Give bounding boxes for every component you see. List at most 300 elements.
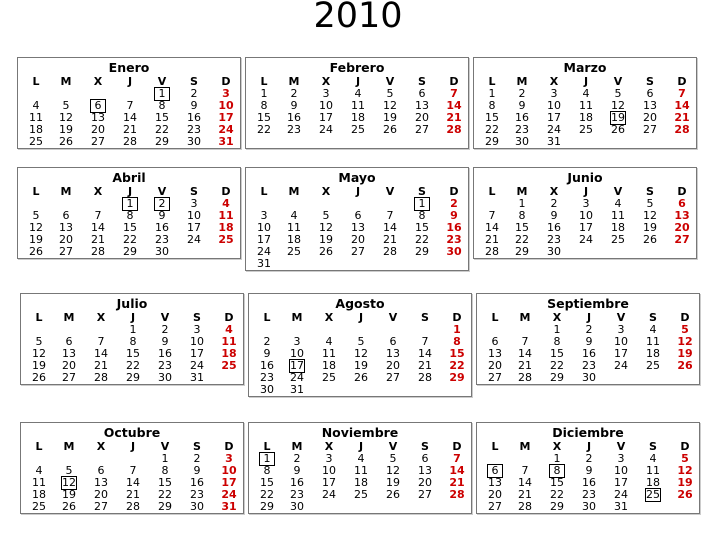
day-cell: 18 — [29, 123, 43, 136]
day-cell: 15 — [415, 221, 429, 234]
weekday-header: J — [586, 440, 592, 453]
day-cell: 1 — [518, 197, 526, 210]
day-cell: 10 — [218, 99, 234, 112]
weekday-header: M — [60, 75, 72, 88]
day-cell: 5 — [357, 335, 365, 348]
weekday-header: D — [452, 311, 462, 324]
day-cell: 20 — [91, 123, 105, 136]
weekday-header: L — [263, 440, 271, 453]
day-cell: 24 — [319, 123, 333, 136]
day-cell: 17 — [614, 476, 628, 489]
day-cell: 23 — [158, 359, 172, 372]
day-cell: 26 — [677, 359, 693, 372]
weekday-header: D — [680, 311, 690, 324]
day-cell: 15 — [515, 221, 529, 234]
day-cell: 24 — [290, 371, 304, 384]
day-cell: 13 — [62, 347, 76, 360]
day-cell: 27 — [643, 123, 657, 136]
day-cell: 23 — [260, 371, 274, 384]
weekday-header: V — [157, 185, 167, 198]
day-cell: 3 — [190, 197, 198, 210]
month-name: Noviembre — [321, 425, 399, 440]
day-cell: 7 — [97, 335, 105, 348]
day-cell: 27 — [59, 245, 73, 258]
day-cell: 5 — [322, 209, 330, 222]
weekday-header: D — [449, 75, 459, 88]
weekday-header: J — [583, 75, 589, 88]
day-cell: 22 — [257, 123, 271, 136]
weekday-header: V — [160, 440, 170, 453]
day-cell: 1 — [260, 87, 268, 100]
day-cell: 25 — [29, 135, 43, 148]
day-cell: 6 — [646, 87, 654, 100]
day-cell: 16 — [260, 359, 274, 372]
day-cell: 15 — [158, 476, 172, 489]
day-cell: 30 — [446, 245, 462, 258]
day-cell: 16 — [290, 476, 304, 489]
day-cell: 30 — [158, 371, 172, 384]
day-cell: 10 — [547, 99, 561, 112]
day-cell: 21 — [91, 233, 105, 246]
day-cell: 18 — [646, 347, 660, 360]
weekday-header: D — [452, 440, 462, 453]
day-cell: 13 — [386, 347, 400, 360]
weekday-header: X — [549, 185, 559, 198]
day-cell: 3 — [617, 323, 625, 336]
day-cell: 23 — [155, 233, 169, 246]
day-cell: 26 — [319, 245, 333, 258]
day-cell: 8 — [453, 335, 461, 348]
weekday-header: D — [677, 75, 687, 88]
month-name: Septiembre — [547, 296, 629, 311]
day-cell: 12 — [59, 111, 73, 124]
day-cell: 14 — [418, 347, 432, 360]
day-cell: 2 — [263, 335, 271, 348]
day-cell: 21 — [674, 111, 690, 124]
day-cell: 14 — [449, 464, 465, 477]
day-cell: 29 — [485, 135, 499, 148]
day-cell: 11 — [322, 347, 336, 360]
day-cell: 29 — [550, 371, 564, 384]
day-cell: 16 — [187, 111, 201, 124]
weekday-header: V — [160, 311, 170, 324]
day-cell: 15 — [126, 347, 140, 360]
day-cell: 22 — [158, 488, 172, 501]
weekday-header: X — [96, 311, 106, 324]
day-cell: 7 — [488, 209, 496, 222]
day-cell: 13 — [643, 99, 657, 112]
month-name: Octubre — [103, 425, 161, 440]
day-cell: 2 — [147, 198, 177, 210]
weekday-header: M — [516, 185, 528, 198]
day-cell: 6 — [480, 465, 510, 477]
day-cell: 15 — [550, 476, 564, 489]
day-cell: 10 — [257, 221, 271, 234]
day-cell: 20 — [488, 488, 502, 501]
day-cell: 17 — [282, 360, 312, 372]
day-cell: 28 — [518, 371, 532, 384]
day-cell: 29 — [449, 371, 465, 384]
weekday-header: L — [35, 311, 43, 324]
day-cell: 2 — [193, 452, 201, 465]
day-cell: 15 — [123, 221, 137, 234]
day-cell: 3 — [193, 323, 201, 336]
day-cell: 20 — [643, 111, 657, 124]
day-cell: 17 — [319, 111, 333, 124]
day-cell: 3 — [617, 452, 625, 465]
day-cell: 15 — [485, 111, 499, 124]
day-cell: 19 — [29, 233, 43, 246]
day-cell: 4 — [35, 464, 43, 477]
day-cell: 11 — [351, 99, 365, 112]
month-abril — [17, 167, 241, 259]
weekday-header: S — [418, 185, 426, 198]
month-name: Febrero — [329, 60, 385, 75]
day-cell: 9 — [290, 99, 298, 112]
day-cell: 31 — [614, 500, 628, 513]
day-cell: 9 — [450, 209, 458, 222]
weekday-header: D — [224, 440, 234, 453]
day-cell: 26 — [611, 123, 625, 136]
day-cell: 26 — [29, 245, 43, 258]
day-cell: 12 — [677, 335, 693, 348]
day-cell: 19 — [383, 111, 397, 124]
day-cell: 2 — [550, 197, 558, 210]
day-cell: 12 — [32, 347, 46, 360]
weekday-header: X — [549, 75, 559, 88]
weekday-header: J — [586, 311, 592, 324]
day-cell: 30 — [582, 500, 596, 513]
day-cell: 21 — [518, 488, 532, 501]
day-cell: 20 — [62, 359, 76, 372]
day-cell: 24 — [547, 123, 561, 136]
day-cell: 28 — [418, 371, 432, 384]
day-cell: 4 — [222, 197, 230, 210]
day-cell: 10 — [187, 209, 201, 222]
day-cell: 24 — [190, 359, 204, 372]
weekday-header: V — [388, 311, 398, 324]
weekday-header: V — [613, 75, 623, 88]
weekday-header: X — [93, 185, 103, 198]
day-cell: 5 — [681, 452, 689, 465]
weekday-header: S — [193, 440, 201, 453]
day-cell: 13 — [488, 476, 502, 489]
day-cell: 19 — [677, 347, 693, 360]
weekday-header: S — [193, 311, 201, 324]
day-cell: 27 — [62, 371, 76, 384]
day-cell: 14 — [674, 99, 690, 112]
day-cell: 23 — [446, 233, 462, 246]
day-cell: 31 — [221, 500, 237, 513]
day-cell: 20 — [59, 233, 73, 246]
day-cell: 7 — [521, 464, 529, 477]
day-cell: 25 — [32, 500, 46, 513]
day-cell: 28 — [94, 371, 108, 384]
month-febrero — [245, 57, 469, 149]
day-cell: 16 — [158, 347, 172, 360]
day-cell: 20 — [351, 233, 365, 246]
day-cell: 11 — [32, 476, 46, 489]
day-cell: 7 — [129, 464, 137, 477]
day-cell: 1 — [407, 198, 437, 210]
day-cell: 14 — [123, 111, 137, 124]
day-cell: 23 — [547, 233, 561, 246]
day-cell: 26 — [386, 488, 400, 501]
weekday-header: X — [552, 440, 562, 453]
day-cell: 24 — [614, 359, 628, 372]
day-cell: 21 — [126, 488, 140, 501]
day-cell: 19 — [677, 476, 693, 489]
day-cell: 6 — [354, 209, 362, 222]
day-cell: 12 — [643, 209, 657, 222]
weekday-header: V — [616, 311, 626, 324]
day-cell: 5 — [62, 99, 70, 112]
day-cell: 17 — [187, 221, 201, 234]
month-octubre — [20, 422, 244, 514]
weekday-header: X — [321, 75, 331, 88]
weekday-header: D — [449, 185, 459, 198]
weekday-header: S — [646, 185, 654, 198]
day-cell: 11 — [611, 209, 625, 222]
day-cell: 7 — [94, 209, 102, 222]
day-cell: 25 — [579, 123, 593, 136]
day-cell: 3 — [260, 209, 268, 222]
day-cell: 17 — [579, 221, 593, 234]
month-junio — [473, 167, 697, 259]
day-cell: 8 — [553, 335, 561, 348]
month-name: Julio — [116, 296, 148, 311]
day-cell: 14 — [446, 99, 462, 112]
day-cell: 2 — [290, 87, 298, 100]
weekday-header: V — [157, 75, 167, 88]
day-cell: 29 — [415, 245, 429, 258]
day-cell: 16 — [515, 111, 529, 124]
day-cell: 25 — [638, 489, 668, 501]
month-julio — [20, 293, 244, 385]
day-cell: 1 — [488, 87, 496, 100]
day-cell: 3 — [322, 87, 330, 100]
weekday-header: V — [385, 185, 395, 198]
day-cell: 11 — [218, 209, 234, 222]
weekday-header: V — [616, 440, 626, 453]
day-cell: 28 — [126, 500, 140, 513]
weekday-header: J — [583, 185, 589, 198]
year-title: 2010 — [313, 0, 403, 36]
day-cell: 21 — [485, 233, 499, 246]
day-cell: 6 — [97, 464, 105, 477]
day-cell: 12 — [383, 99, 397, 112]
weekday-header: M — [288, 185, 300, 198]
day-cell: 20 — [674, 221, 690, 234]
weekday-header: M — [60, 185, 72, 198]
day-cell: 5 — [646, 197, 654, 210]
weekday-header: V — [385, 75, 395, 88]
weekday-header: M — [519, 311, 531, 324]
day-cell: 21 — [383, 233, 397, 246]
day-cell: 28 — [91, 245, 105, 258]
day-cell: 11 — [646, 335, 660, 348]
day-cell: 21 — [449, 476, 465, 489]
day-cell: 14 — [94, 347, 108, 360]
weekday-header: D — [680, 440, 690, 453]
day-cell: 18 — [322, 359, 336, 372]
day-cell: 10 — [221, 464, 237, 477]
month-name: Mayo — [338, 170, 376, 185]
day-cell: 21 — [123, 123, 137, 136]
day-cell: 3 — [222, 87, 230, 100]
day-cell: 14 — [518, 347, 532, 360]
day-cell: 7 — [453, 452, 461, 465]
day-cell: 28 — [674, 123, 690, 136]
weekday-header: M — [291, 440, 303, 453]
day-cell: 27 — [418, 488, 432, 501]
day-cell: 30 — [515, 135, 529, 148]
weekday-header: J — [130, 311, 136, 324]
day-cell: 11 — [646, 464, 660, 477]
month-name: Diciembre — [552, 425, 624, 440]
day-cell: 18 — [354, 476, 368, 489]
day-cell: 4 — [225, 323, 233, 336]
day-cell: 4 — [649, 452, 657, 465]
day-cell: 25 — [287, 245, 301, 258]
day-cell: 13 — [94, 476, 108, 489]
day-cell: 14 — [383, 221, 397, 234]
day-cell: 29 — [123, 245, 137, 258]
day-cell: 2 — [450, 197, 458, 210]
day-cell: 8 — [161, 464, 169, 477]
day-cell: 6 — [678, 197, 686, 210]
weekday-header: M — [288, 75, 300, 88]
month-noviembre — [248, 422, 472, 514]
day-cell: 1 — [129, 323, 137, 336]
day-cell: 21 — [518, 359, 532, 372]
day-cell: 5 — [389, 452, 397, 465]
day-cell: 5 — [32, 209, 40, 222]
day-cell: 8 — [126, 209, 134, 222]
weekday-header: J — [127, 185, 133, 198]
day-cell: 1 — [115, 198, 145, 210]
month-name: Agosto — [335, 296, 385, 311]
weekday-header: D — [677, 185, 687, 198]
day-cell: 3 — [225, 452, 233, 465]
day-cell: 1 — [553, 452, 561, 465]
day-cell: 3 — [293, 335, 301, 348]
day-cell: 16 — [582, 476, 596, 489]
day-cell: 5 — [681, 323, 689, 336]
day-cell: 6 — [83, 100, 113, 112]
day-cell: 30 — [260, 383, 274, 396]
day-cell: 14 — [126, 476, 140, 489]
day-cell: 4 — [354, 87, 362, 100]
day-cell: 11 — [287, 221, 301, 234]
day-cell: 28 — [449, 488, 465, 501]
day-cell: 30 — [547, 245, 561, 258]
day-cell: 24 — [187, 233, 201, 246]
day-cell: 22 — [449, 359, 465, 372]
day-cell: 11 — [579, 99, 593, 112]
weekday-header: L — [32, 185, 40, 198]
day-cell: 17 — [547, 111, 561, 124]
month-name: Abril — [112, 170, 146, 185]
day-cell: 4 — [649, 323, 657, 336]
day-cell: 7 — [450, 87, 458, 100]
day-cell: 29 — [158, 500, 172, 513]
day-cell: 27 — [91, 135, 105, 148]
day-cell: 9 — [193, 464, 201, 477]
day-cell: 25 — [322, 371, 336, 384]
day-cell: 3 — [550, 87, 558, 100]
day-cell: 8 — [542, 465, 572, 477]
day-cell: 14 — [91, 221, 105, 234]
weekday-header: D — [224, 311, 234, 324]
day-cell: 4 — [32, 99, 40, 112]
day-cell: 21 — [418, 359, 432, 372]
day-cell: 15 — [155, 111, 169, 124]
day-cell: 12 — [611, 99, 625, 112]
month-agosto — [248, 293, 472, 397]
day-cell: 31 — [257, 257, 271, 270]
weekday-header: J — [358, 311, 364, 324]
day-cell: 16 — [190, 476, 204, 489]
day-cell: 13 — [488, 347, 502, 360]
day-cell: 28 — [123, 135, 137, 148]
day-cell: 22 — [550, 359, 564, 372]
day-cell: 23 — [515, 123, 529, 136]
day-cell: 23 — [582, 359, 596, 372]
day-cell: 30 — [290, 500, 304, 513]
day-cell: 13 — [674, 209, 690, 222]
weekday-header: L — [35, 440, 43, 453]
day-cell: 27 — [386, 371, 400, 384]
day-cell: 27 — [488, 371, 502, 384]
day-cell: 7 — [678, 87, 686, 100]
weekday-header: L — [260, 75, 268, 88]
weekday-header: S — [418, 75, 426, 88]
month-name: Marzo — [563, 60, 607, 75]
day-cell: 31 — [218, 135, 234, 148]
day-cell: 18 — [287, 233, 301, 246]
weekday-header: L — [488, 75, 496, 88]
month-septiembre — [476, 293, 700, 385]
day-cell: 18 — [579, 111, 593, 124]
day-cell: 5 — [65, 464, 73, 477]
day-cell: 20 — [488, 359, 502, 372]
weekday-header: D — [221, 75, 231, 88]
day-cell: 17 — [614, 347, 628, 360]
weekday-header: L — [488, 185, 496, 198]
day-cell: 9 — [161, 335, 169, 348]
day-cell: 10 — [319, 99, 333, 112]
day-cell: 19 — [643, 221, 657, 234]
day-cell: 12 — [319, 221, 333, 234]
day-cell: 11 — [29, 111, 43, 124]
weekday-header: X — [321, 185, 331, 198]
day-cell: 19 — [354, 359, 368, 372]
weekday-header: J — [130, 440, 136, 453]
day-cell: 28 — [446, 123, 462, 136]
day-cell: 2 — [161, 323, 169, 336]
weekday-header: M — [519, 440, 531, 453]
weekday-header: M — [516, 75, 528, 88]
day-cell: 17 — [218, 111, 234, 124]
day-cell: 24 — [579, 233, 593, 246]
weekday-header: M — [63, 311, 75, 324]
day-cell: 9 — [585, 464, 593, 477]
day-cell: 21 — [446, 111, 462, 124]
day-cell: 30 — [190, 500, 204, 513]
day-cell: 1 — [453, 323, 461, 336]
day-cell: 2 — [190, 87, 198, 100]
